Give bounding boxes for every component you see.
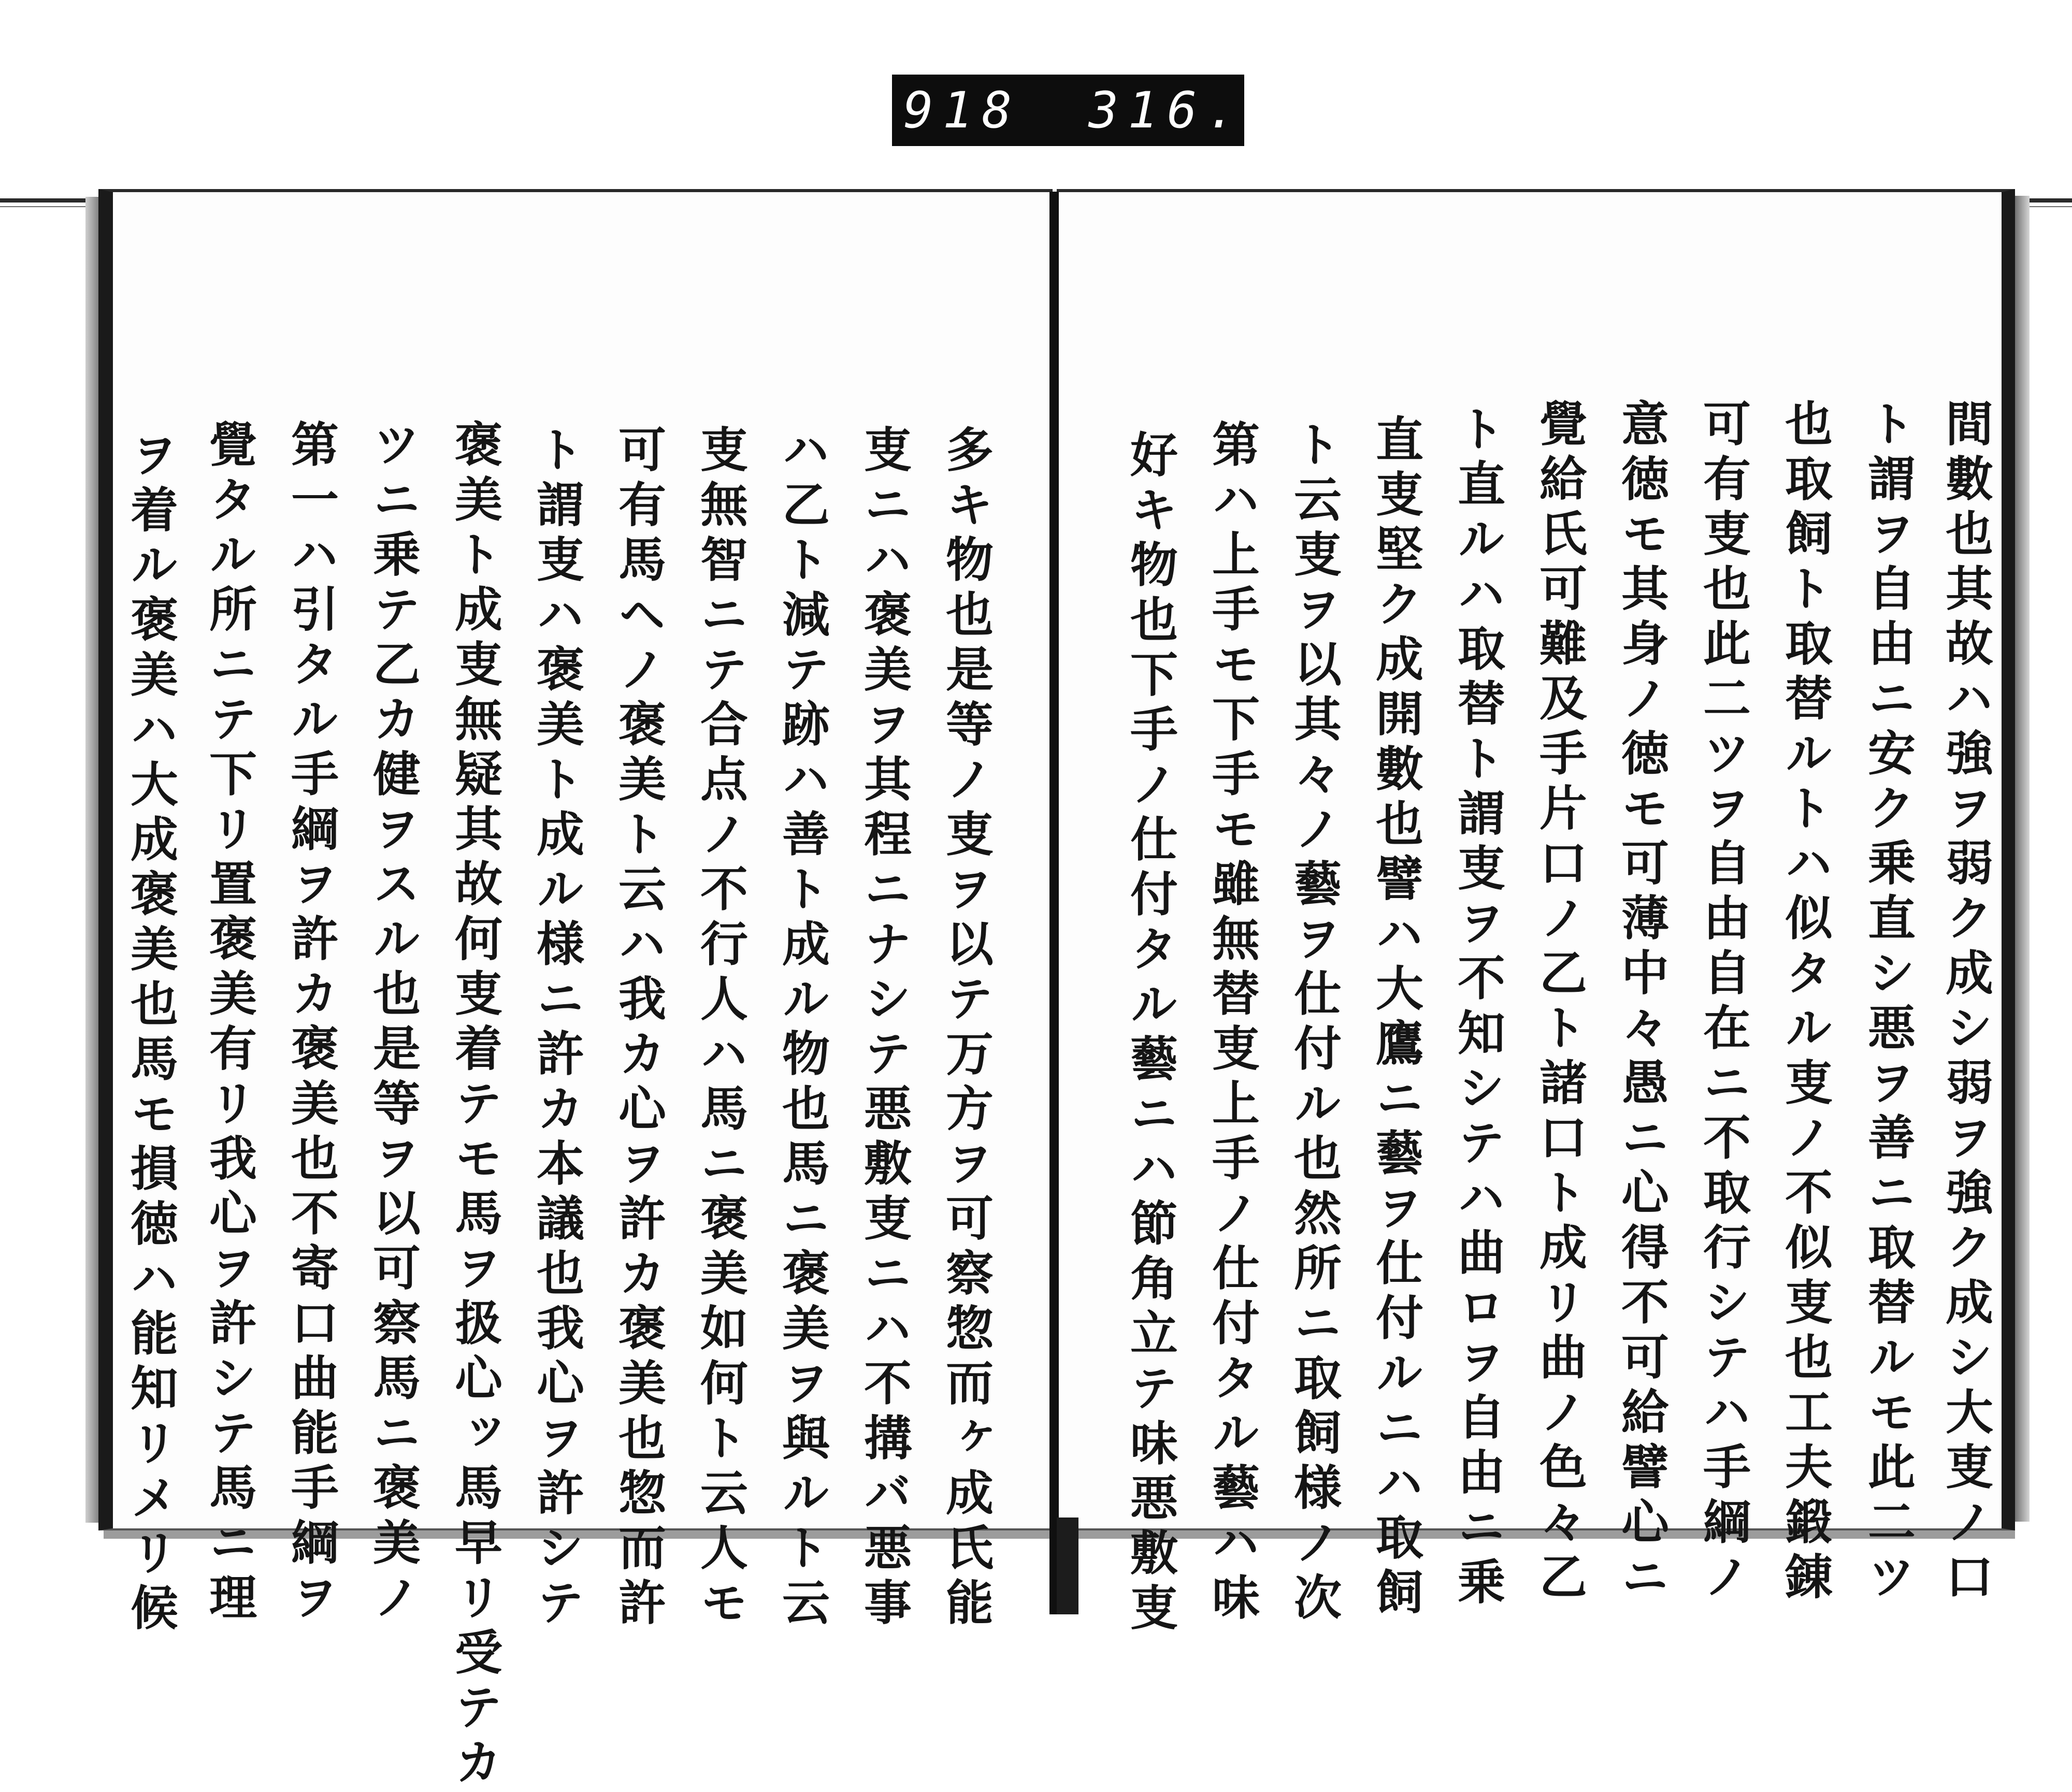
right-page-column: 意徳モ其身ノ徳モ可薄中々愚ニ心得不可給譬心ニ [1614,399,1670,1607]
right-page-column: ト云叓ヲ以其々ノ藝ヲ仕付ル也然所ニ取飼様ノ次 [1286,420,1342,1627]
left-page-column: 可有馬ヘノ褒美ト云ハ我カ心ヲ許カ褒美也惣而許 [611,425,667,1632]
book-spine [1049,192,1059,1614]
right-page-column: 第ハ上手モ下手モ雖無替叓上手ノ仕付タル藝ハ味 [1204,420,1260,1627]
right-page-column: 好キ物也下手ノ仕付タル藝ニハ節角立テ味悪敷叓 [1123,430,1178,1638]
left-page-column: 覺タル所ニテ下リ置褒美有リ我心ヲ許シテ馬ニ理 [202,420,257,1627]
right-page-column: 覺給氏可難及手片口ノ乙ト諸口ト成リ曲ノ色々乙 [1532,399,1588,1607]
right-page-column: 直叓堅ク成開數也譬ハ大鷹ニ藝ヲ仕付ルニハ取飼 [1368,414,1424,1622]
right-page-column: 也取飼ト取替ルトハ似タル叓ノ不似叓也工夫鍛錬 [1777,399,1833,1607]
left-page-column: 叓ニハ褒美ヲ其程ニナシテ悪敷叓ニハ不搆バ悪事 [856,425,912,1632]
left-page-column: ト謂叓ハ褒美ト成ル様ニ許カ本議也我心ヲ許シテ [529,425,585,1632]
left-page-column: 褒美ト成叓無疑其故何叓着テモ馬ヲ扱心ッ馬早リ受テカ [447,420,503,1792]
right-page-column: 可有叓也此二ツヲ自由自在ニ不取行シテハ手綱ノ [1695,399,1751,1607]
right-page-column: ト謂ヲ自由ニ安ク乗直シ悪ヲ善ニ取替ルモ此二ツ [1860,399,1916,1607]
left-page-column: 多キ物也是等ノ叓ヲ以テ万方ヲ可察惣而ヶ成氏能 [938,425,994,1632]
right-page-column: 間數也其故ハ強ヲ弱ク成シ弱ヲ強ク成シ大叓ノ口 [1938,399,1994,1607]
page-number: 316. [1088,81,1246,139]
left-page-column: 叓無智ニテ合点ノ不行人ハ馬ニ褒美如何ト云人モ [693,425,749,1632]
volume-number: 918 [903,81,1021,139]
book-spine-base [1057,1518,1078,1614]
right-page-edge [2014,196,2030,1522]
left-page-column: ヲ着ル褒美ハ大成褒美也馬モ損徳ハ能知リメリ候 [123,430,179,1638]
left-page-column: ツニ乗テ乙カ健ヲスル也是等ヲ以可察馬ニ褒美ノ [365,420,421,1627]
archive-number-label [892,75,1244,146]
left-page-column: ハ乙ト減テ跡ハ善ト成ル物也馬ニ褒美ヲ與ルト云 [774,425,830,1632]
left-page-column: 第一ハ引タル手綱ヲ許カ褒美也不寄口曲能手綱ヲ [283,420,339,1627]
right-page-column: ト直ルハ取替ト謂叓ヲ不知シテハ曲ロヲ自由ニ乗 [1450,404,1506,1612]
